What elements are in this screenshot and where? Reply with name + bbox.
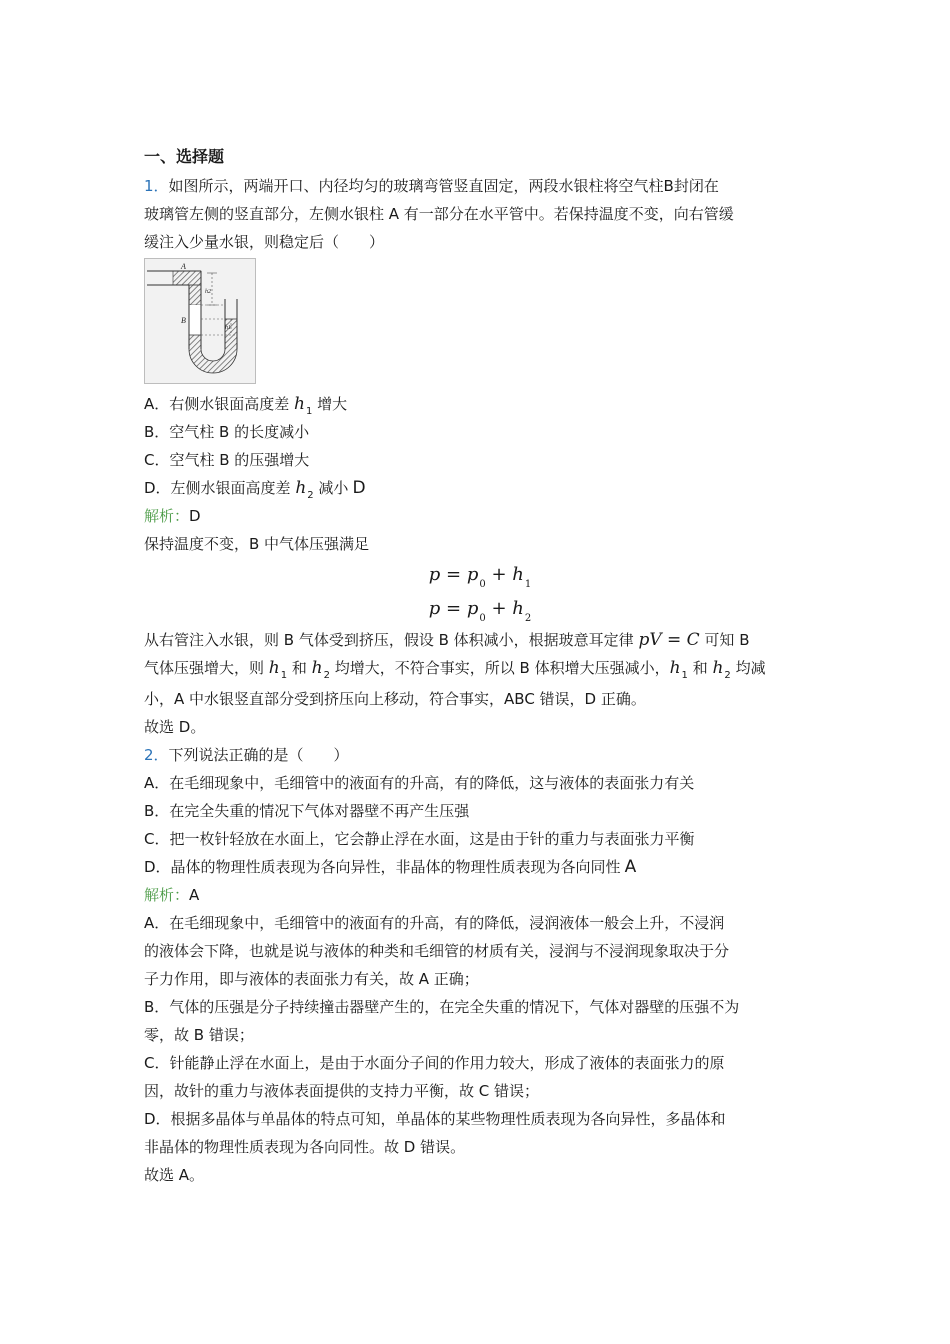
q1-solution-line-1: 保持温度不变，B 中气体压强满足 <box>144 535 370 553</box>
q2-solution-line-8: D．根据多晶体与单晶体的特点可知，单晶体的某些物理性质表现为各向异性，多晶体和 <box>144 1110 726 1128</box>
q2-jiexi: 解析：A <box>144 886 200 904</box>
q2-number: 2． <box>144 746 169 764</box>
label-b: B <box>181 316 186 325</box>
q1-formula-1: $p = p_0 + h_1$ <box>428 564 532 590</box>
q2-option-c: C．把一枚针轻放在水面上，它会静止浮在水面，这是由于针的重力与表面张力平衡 <box>144 830 695 848</box>
q2-solution-line-2: 的液体会下降，也就是说与液体的种类和毛细管的材质有关，浸润与不浸润现象取决于分 <box>144 942 730 960</box>
mercury-a-vertical <box>189 285 201 305</box>
q1-answer-mark: D <box>352 478 366 498</box>
u-tube-figure <box>144 258 256 384</box>
q2-stem: 2．下列说法正确的是（ ） <box>144 746 349 764</box>
q1-stem-line-3: 缓注入少量水银，则稳定后（ ） <box>144 233 385 251</box>
q2-answer-mark: A <box>624 857 637 877</box>
q2-solution-line-6: C．针能静止浮在水面上，是由于水面分子间的作用力较大，形成了液体的表面张力的原 <box>144 1054 725 1072</box>
air-column-b <box>190 305 201 335</box>
q1-option-a: A．右侧水银面高度差 $h_1$ 增大 <box>144 394 348 417</box>
q2-option-b: B．在完全失重的情况下气体对器壁不再产生压强 <box>144 802 470 820</box>
q1-number: 1． <box>144 177 169 195</box>
q1-solution-line-3: 气体压强增大，则 $h_1$ 和 $h_2$ 均增大，不符合事实，所以 B 体积增大压强减小，$h_1$ 和 $h_2$ 均减 <box>144 658 766 681</box>
q1-jiexi: 解析：D <box>144 507 201 525</box>
label-h2: h2 <box>205 289 211 295</box>
q1-stem-line-1: 1．如图所示，两端开口、内径均匀的玻璃弯管竖直固定，两段水银柱将空气柱B封闭在 <box>144 177 719 195</box>
q2-solution-line-3: 子力作用，即与液体的表面张力有关，故 A 正确； <box>144 970 479 988</box>
q1-option-d: D．左侧水银面高度差 $h_2$ 减小 D <box>144 478 366 501</box>
q2-option-a: A．在毛细现象中，毛细管中的液面有的升高，有的降低，这与液体的表面张力有关 <box>144 774 695 792</box>
label-a: A <box>181 262 186 271</box>
q1-solution-line-5: 故选 D。 <box>144 718 206 736</box>
q2-solution-line-10: 故选 A。 <box>144 1166 205 1184</box>
q1-option-c: C．空气柱 B 的压强增大 <box>144 451 310 469</box>
q1-stem-line-2: 玻璃管左侧的竖直部分，左侧水银柱 A 有一部分在水平管中。若保持温度不变，向右管缓 <box>144 205 734 223</box>
label-h1: h1 <box>225 325 231 331</box>
u-tube-diagram <box>145 259 255 383</box>
section-title: 一、选择题 <box>144 147 225 166</box>
q1-formula-2: $p = p_0 + h_2$ <box>428 598 532 624</box>
document-page <box>144 146 816 1189</box>
q1-solution-line-4: 小，A 中水银竖直部分受到挤压向上移动，符合事实，ABC 错误，D 正确。 <box>144 690 646 708</box>
q2-solution-line-9: 非晶体的物理性质表现为各向同性。故 D 错误。 <box>144 1138 466 1156</box>
mercury-a-horizontal <box>173 271 201 285</box>
q2-solution-line-5: 零，故 B 错误； <box>144 1026 254 1044</box>
q2-option-d: D．晶体的物理性质表现为各向异性，非晶体的物理性质表现为各向同性 A <box>144 857 637 877</box>
q1-option-b: B．空气柱 B 的长度减小 <box>144 423 310 441</box>
q1-solution-line-2: 从右管注入水银，则 B 气体受到挤压，假设 B 体积减小，根据玻意耳定律 pV = C 可知 B <box>144 630 750 650</box>
q2-solution-line-4: B．气体的压强是分子持续撞击器壁产生的，在完全失重的情况下，气体对器壁的压强不为 <box>144 998 740 1016</box>
q2-solution-line-7: 因，故针的重力与液体表面提供的支持力平衡，故 C 错误； <box>144 1082 540 1100</box>
q2-solution-line-1: A．在毛细现象中，毛细管中的液面有的升高，有的降低，浸润液体一般会上升，不浸润 <box>144 914 725 932</box>
